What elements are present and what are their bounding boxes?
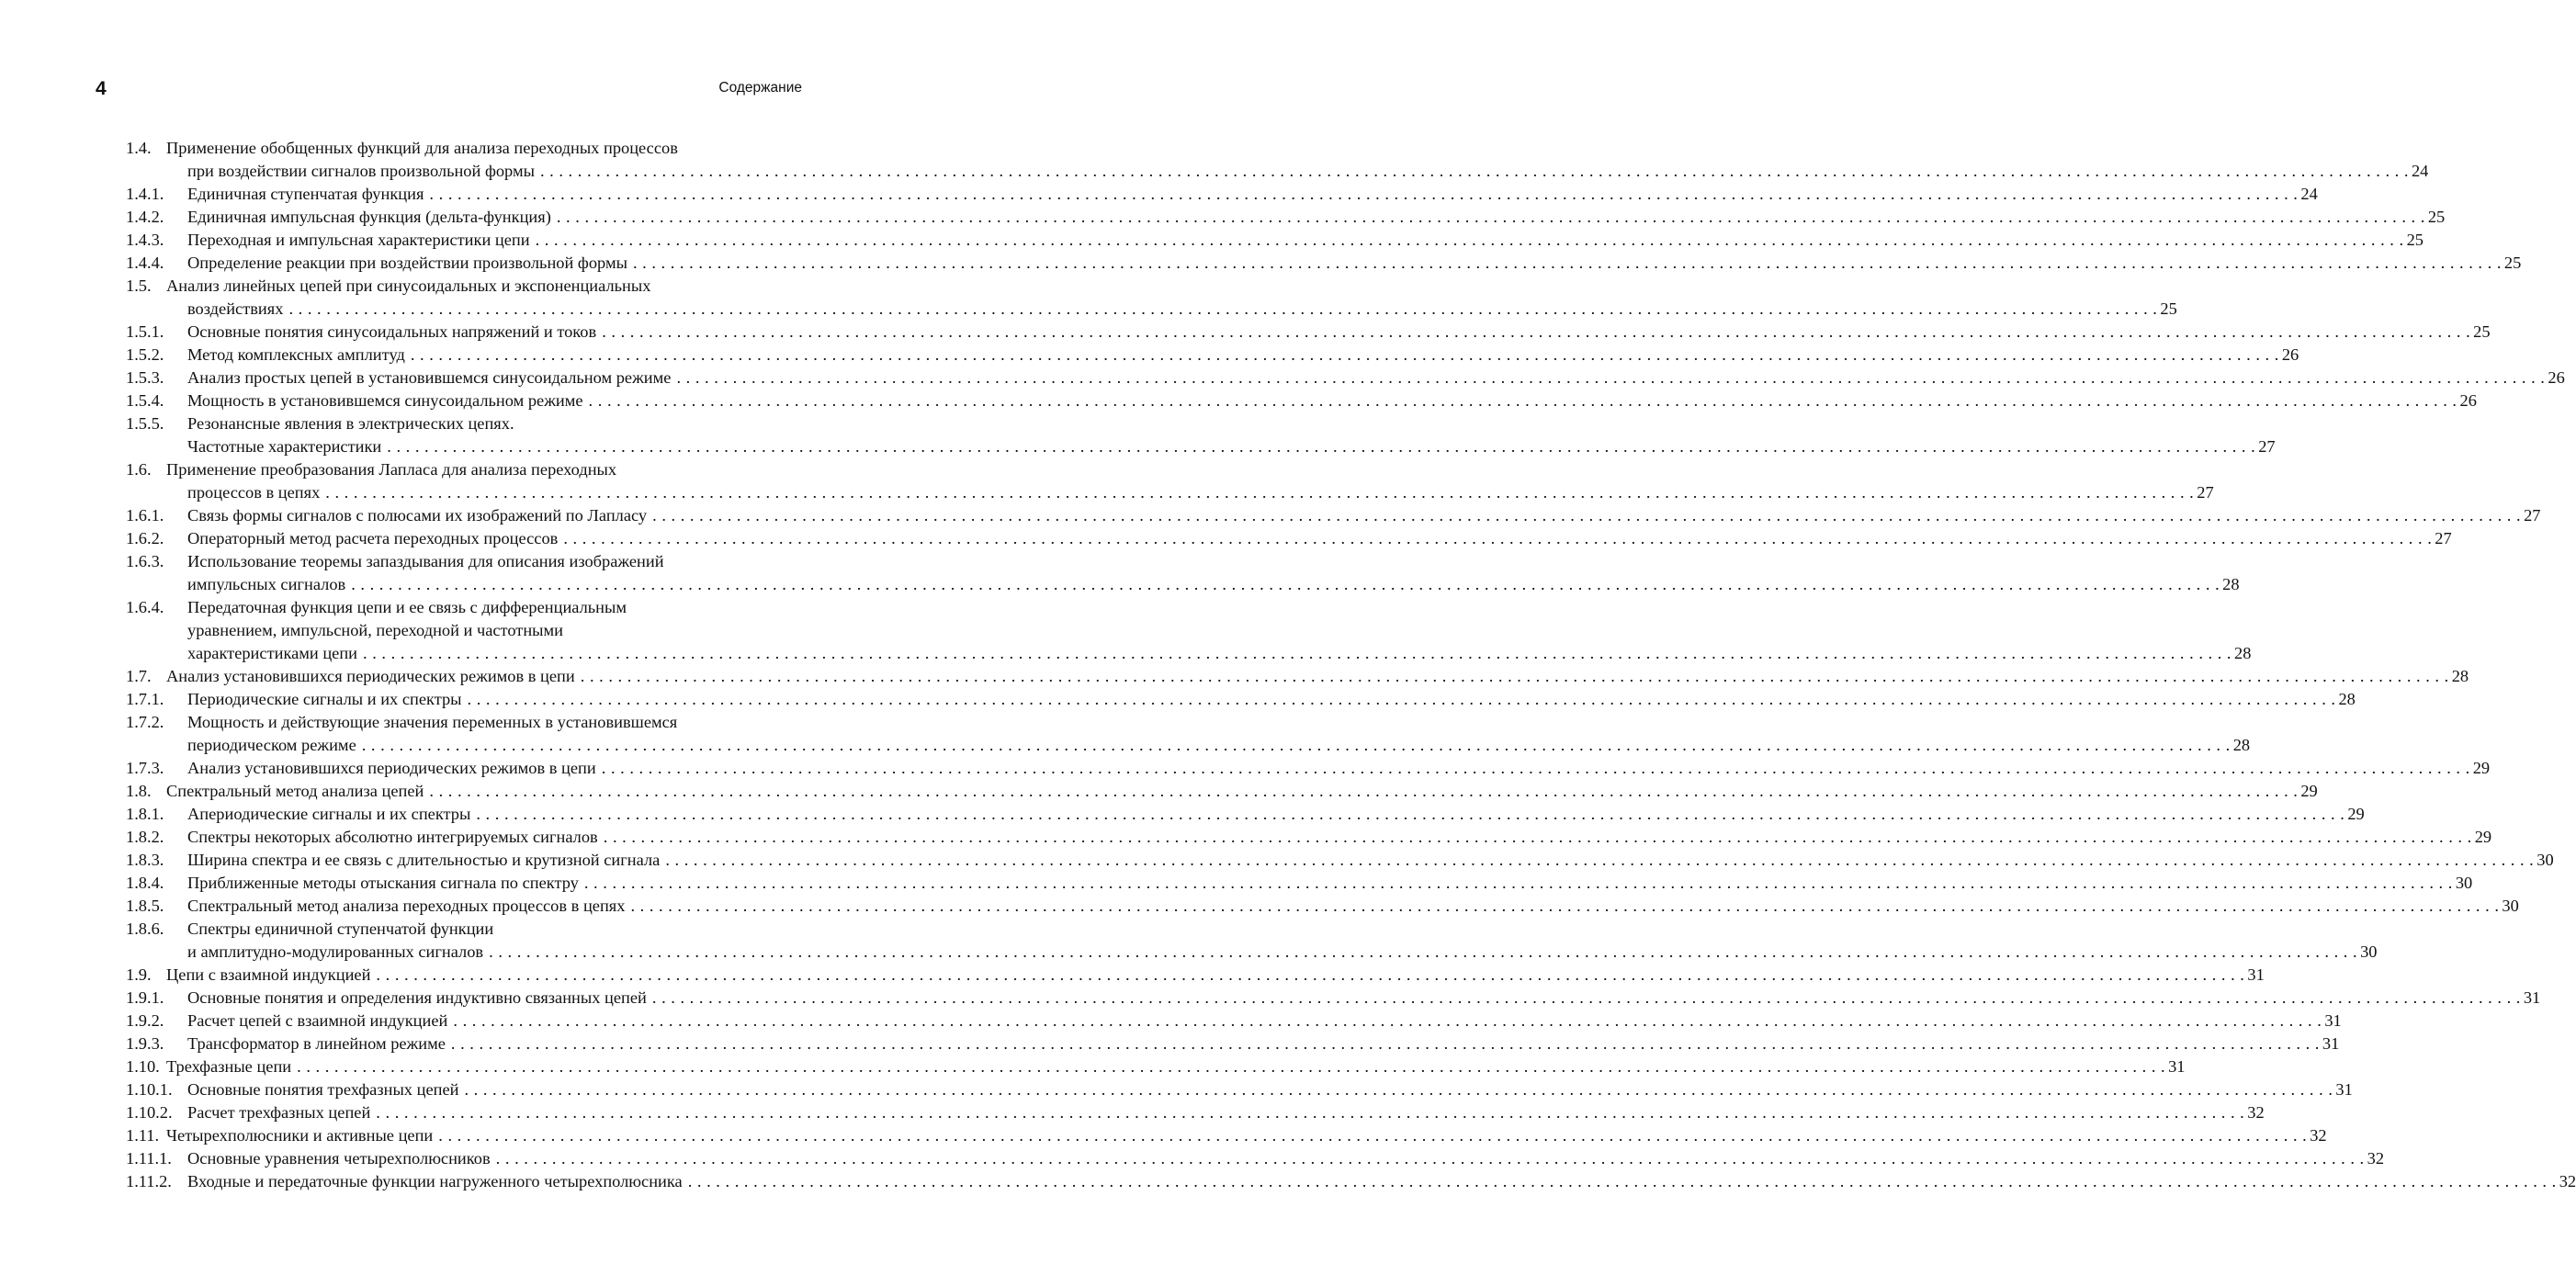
toc-entry[interactable] [126,780,2318,803]
toc-entry-number: 1.4.2. [126,208,164,226]
toc-leader-dots: . . . . . . . . . . . . . . . . . . . . . . . . . . . . . . . . . . . . . . . . . . . . . . . . . . . . . . . . . . . . . . . . . . . . . . . . . . . . . . . . . . . . . . . . . . . . . . . . . . . . . . . . . . . . . . . . . . . . . . . . . . . . . . . . . . . . . . . . . . . . . . . . . . . . . . . . . . . . . . . . . . . . . . . . . . . . . . . . . . . . . . . . . . . . . . . . . . . . . . . . [429,185,2299,203]
toc-entry-title: воздействиях [187,299,284,318]
toc-entry[interactable] [126,550,2240,596]
toc-leader-dots: . . . . . . . . . . . . . . . . . . . . . . . . . . . . . . . . . . . . . . . . . . . . . . . . . . . . . . . . . . . . . . . . . . . . . . . . . . . . . . . . . . . . . . . . . . . . . . . . . . . . . . . . . . . . . . . . . . . . . . . . . . . . . . . . . . . . . . . . . . . . . . . . . . . . . . . . . . . . . . . . . . . . . . . . . . . . . . . . . . . . . . . . . . . . . . . . . . . . . . . . [583,874,2453,892]
toc-entry-title: Анализ установившихся периодических режимов в цепи [166,667,575,685]
toc-entry-number: 1.7.1. [126,690,164,708]
toc-leader-dots: . . . . . . . . . . . . . . . . . . . . . . . . . . . . . . . . . . . . . . . . . . . . . . . . . . . . . . . . . . . . . . . . . . . . . . . . . . . . . . . . . . . . . . . . . . . . . . . . . . . . . . . . . . . . . . . . . . . . . . . . . . . . . . . . . . . . . . . . . . . . . . . . . . . . . . . . . . . . . . . . . . . . . . . . . . . . . . . . . . . . . . . . . . . . . . . . . . . . . . . . [429,782,2299,800]
toc-entry[interactable] [126,987,2541,1010]
toc-leader-dots: . . . . . . . . . . . . . . . . . . . . . . . . . . . . . . . . . . . . . . . . . . . . . . . . . . . . . . . . . . . . . . . . . . . . . . . . . . . . . . . . . . . . . . . . . . . . . . . . . . . . . . . . . . . . . . . . . . . . . . . . . . . . . . . . . . . . . . . . . . . . . . . . . . . . . . . . . . . . . . . . . . . . . . . . . . . . . . . . . . . . . . . . . . . . . . . . . . . . . . . . [630,897,2500,915]
toc-entry-title: Основные понятия трехфазных цепей [187,1080,459,1099]
toc-entry[interactable] [126,137,2429,183]
toc-leader-dots: . . . . . . . . . . . . . . . . . . . . . . . . . . . . . . . . . . . . . . . . . . . . . . . . . . . . . . . . . . . . . . . . . . . . . . . . . . . . . . . . . . . . . . . . . . . . . . . . . . . . . . . . . . . . . . . . . . . . . . . . . . . . . . . . . . . . . . . . . . . . . . . . . . . . . . . . . . . . . . . . . . . . . . . . . . . . . . . . . . . . . . . . . . . . . . . . . . . . . . . . [361,736,2231,754]
toc-page-number: 30 [2360,942,2378,961]
toc-entry-title: Анализ простых цепей в установившемся синусоидальном режиме [187,368,672,387]
toc-page-number: 26 [2459,391,2477,410]
toc-entry-title: Апериодические сигналы и их спектры [187,805,471,823]
toc-entry-title: Периодические сигналы и их спектры [187,690,462,708]
toc-entry-title: Расчет трехфазных цепей [187,1103,371,1122]
toc-entry-title: периодическом режиме [187,736,356,754]
toc-page-number: 25 [2503,254,2522,272]
toc-entry[interactable] [126,872,2473,895]
toc-entry-title: Спектры некоторых абсолютно интегрируемых сигналов [187,828,598,846]
toc-leader-dots: . . . . . . . . . . . . . . . . . . . . . . . . . . . . . . . . . . . . . . . . . . . . . . . . . . . . . . . . . . . . . . . . . . . . . . . . . . . . . . . . . . . . . . . . . . . . . . . . . . . . . . . . . . . . . . . . . . . . . . . . . . . . . . . . . . . . . . . . . . . . . . . . . . . . . . . . . . . . . . . . . . . . . . . . . . . . . . . . . . . . . . . . . . . . . . . . . . . . . . . . [687,1172,2557,1190]
toc-entry-number: 1.8.1. [126,805,164,823]
toc-entry-number: 1.8.2. [126,828,164,846]
toc-entry-title: Цепи с взаимной индукцией [166,965,371,984]
toc-entry-title: Переходная и импульсная характеристики цепи [187,231,530,249]
toc-page-number: 31 [2168,1057,2186,1076]
toc-entry-number: 1.6.4. [126,598,164,616]
toc-entry-number: 1.7.2. [126,713,164,731]
toc-entry-number: 1.10.1. [126,1080,173,1099]
toc-entry[interactable] [126,665,2469,688]
toc-entry-number: 1.7. [126,667,152,685]
toc-leader-dots: . . . . . . . . . . . . . . . . . . . . . . . . . . . . . . . . . . . . . . . . . . . . . . . . . . . . . . . . . . . . . . . . . . . . . . . . . . . . . . . . . . . . . . . . . . . . . . . . . . . . . . . . . . . . . . . . . . . . . . . . . . . . . . . . . . . . . . . . . . . . . . . . . . . . . . . . . . . . . . . . . . . . . . . . . . . . . . . . . . . . . . . . . . . . . . . . . . . . . . . . [563,529,2433,547]
toc-leader-dots: . . . . . . . . . . . . . . . . . . . . . . . . . . . . . . . . . . . . . . . . . . . . . . . . . . . . . . . . . . . . . . . . . . . . . . . . . . . . . . . . . . . . . . . . . . . . . . . . . . . . . . . . . . . . . . . . . . . . . . . . . . . . . . . . . . . . . . . . . . . . . . . . . . . . . . . . . . . . . . . . . . . . . . . . . . . . . . . . . . . . . . . . . . . . . . . . . . . . . . . . [363,644,2231,662]
toc-entry-title: Основные понятия и определения индуктивно связанных цепей [187,988,647,1007]
toc-entry[interactable] [126,1078,2353,1101]
toc-entry-number: 1.5.5. [126,414,164,433]
toc-leader-dots: . . . . . . . . . . . . . . . . . . . . . . . . . . . . . . . . . . . . . . . . . . . . . . . . . . . . . . . . . . . . . . . . . . . . . . . . . . . . . . . . . . . . . . . . . . . . . . . . . . . . . . . . . . . . . . . . . . . . . . . . . . . . . . . . . . . . . . . . . . . . . . . . . . . . . . . . . . . . . . . . . . . . . . . . . . . . . . . . . . . . . . . . . . . . . . . . . . . . . . . . [652,506,2522,525]
running-head: Содержание [718,80,802,96]
toc-entry-number: 1.10.2. [126,1103,173,1122]
toc-leader-dots: . . . . . . . . . . . . . . . . . . . . . . . . . . . . . . . . . . . . . . . . . . . . . . . . . . . . . . . . . . . . . . . . . . . . . . . . . . . . . . . . . . . . . . . . . . . . . . . . . . . . . . . . . . . . . . . . . . . . . . . . . . . . . . . . . . . . . . . . . . . . . . . . . . . . . . . . . . . . . . . . . . . . . . . . . . . . . . . . . . . . . . . . . . . . . . . . . . . . . . . . [495,1149,2365,1168]
toc-entry[interactable] [126,1010,2342,1032]
toc-leader-dots: . . . . . . . . . . . . . . . . . . . . . . . . . . . . . . . . . . . . . . . . . . . . . . . . . . . . . . . . . . . . . . . . . . . . . . . . . . . . . . . . . . . . . . . . . . . . . . . . . . . . . . . . . . . . . . . . . . . . . . . . . . . . . . . . . . . . . . . . . . . . . . . . . . . . . . . . . . . . . . . . . . . . . . . . . . . . . . . . . . . . . . . . . . . . . . . . . . . . . . . . [602,322,2471,341]
toc-entry[interactable] [126,918,2378,964]
toc-leader-dots: . . . . . . . . . . . . . . . . . . . . . . . . . . . . . . . . . . . . . . . . . . . . . . . . . . . . . . . . . . . . . . . . . . . . . . . . . . . . . . . . . . . . . . . . . . . . . . . . . . . . . . . . . . . . . . . . . . . . . . . . . . . . . . . . . . . . . . . . . . . . . . . . . . . . . . . . . . . . . . . . . . . . . . . . . . . . . . . . . . . . . . . . . . . . . . . . . . . . . . . . [665,851,2535,869]
toc-entry[interactable] [126,367,2565,389]
toc-entry-title: Определение реакции при воздействии произвольной формы [187,254,627,272]
toc-page-number: 31 [2335,1080,2353,1099]
toc-page-number: 25 [2473,322,2491,341]
toc-entry[interactable] [126,389,2477,412]
toc-page-number: 27 [2258,437,2276,456]
toc-page-number: 31 [2324,1011,2342,1030]
toc-entry[interactable] [126,504,2541,527]
toc-page-number: 26 [2281,345,2299,364]
toc-entry-title: Спектральный метод анализа цепей [166,782,424,800]
toc-leader-dots: . . . . . . . . . . . . . . . . . . . . . . . . . . . . . . . . . . . . . . . . . . . . . . . . . . . . . . . . . . . . . . . . . . . . . . . . . . . . . . . . . . . . . . . . . . . . . . . . . . . . . . . . . . . . . . . . . . . . . . . . . . . . . . . . . . . . . . . . . . . . . . . . . . . . . . . . . . . . . . . . . . . . . . . . . . . . . . . . . . . . . . . . . . . . . . . . . . . . . . . . [387,437,2256,456]
toc-leader-dots: . . . . . . . . . . . . . . . . . . . . . . . . . . . . . . . . . . . . . . . . . . . . . . . . . . . . . . . . . . . . . . . . . . . . . . . . . . . . . . . . . . . . . . . . . . . . . . . . . . . . . . . . . . . . . . . . . . . . . . . . . . . . . . . . . . . . . . . . . . . . . . . . . . . . . . . . . . . . . . . . . . . . . . . . . . . . . . . . . . . . . . . . . . . . . . . . . . . . . . . . [632,254,2502,272]
toc-page-number: 30 [2502,897,2519,915]
toc-entry-title: Мощность и действующие значения переменных в установившемся [187,713,678,731]
toc-entry[interactable] [126,321,2491,344]
toc-entry[interactable] [126,458,2214,504]
toc-entry[interactable] [126,1124,2327,1147]
toc-page-number: 25 [2406,231,2423,249]
toc-entry-number: 1.5.1. [126,322,164,341]
toc-page-number: 29 [2474,828,2492,846]
toc-leader-dots: . . . . . . . . . . . . . . . . . . . . . . . . . . . . . . . . . . . . . . . . . . . . . . . . . . . . . . . . . . . . . . . . . . . . . . . . . . . . . . . . . . . . . . . . . . . . . . . . . . . . . . . . . . . . . . . . . . . . . . . . . . . . . . . . . . . . . . . . . . . . . . . . . . . . . . . . . . . . . . . . . . . . . . . . . . . . . . . . . . . . . . . . . . . . . . . . . . . . . . . . [580,667,2449,685]
toc-entry-number: 1.8.5. [126,897,164,915]
toc-page-number: 28 [2451,667,2469,685]
toc-entry-number: 1.6.1. [126,506,164,525]
toc-entry-title: уравнением, импульсной, переходной и частотными [187,621,564,639]
toc-entry[interactable] [126,596,2252,665]
toc-entry-title: Частотные характеристики [187,437,382,456]
toc-entry[interactable] [126,964,2265,987]
toc-entry-number: 1.9.1. [126,988,164,1007]
toc-leader-dots: . . . . . . . . . . . . . . . . . . . . . . . . . . . . . . . . . . . . . . . . . . . . . . . . . . . . . . . . . . . . . . . . . . . . . . . . . . . . . . . . . . . . . . . . . . . . . . . . . . . . . . . . . . . . . . . . . . . . . . . . . . . . . . . . . . . . . . . . . . . . . . . . . . . . . . . . . . . . . . . . . . . . . . . . . . . . . . . . . . . . . . . . . . . . . . . . . . . . . . . . [453,1011,2322,1030]
toc-entry-title: Спектры единичной ступенчатой функции [187,920,494,938]
toc-entry-number: 1.8.6. [126,920,164,938]
toc-leader-dots: . . . . . . . . . . . . . . . . . . . . . . . . . . . . . . . . . . . . . . . . . . . . . . . . . . . . . . . . . . . . . . . . . . . . . . . . . . . . . . . . . . . . . . . . . . . . . . . . . . . . . . . . . . . . . . . . . . . . . . . . . . . . . . . . . . . . . . . . . . . . . . . . . . . . . . . . . . . . . . . . . . . . . . . . . . . . . . . . . . . . . . . . . . . . . . . . . . . . . . . . [438,1126,2308,1145]
toc-page-number: 32 [2367,1149,2385,1168]
toc-page-number: 27 [2435,529,2452,547]
toc-leader-dots: . . . . . . . . . . . . . . . . . . . . . . . . . . . . . . . . . . . . . . . . . . . . . . . . . . . . . . . . . . . . . . . . . . . . . . . . . . . . . . . . . . . . . . . . . . . . . . . . . . . . . . . . . . . . . . . . . . . . . . . . . . . . . . . . . . . . . . . . . . . . . . . . . . . . . . . . . . . . . . . . . . . . . . . . . . . . . . . . . . . . . . . . . . . . . . . . . . . . . . . . [603,828,2472,846]
toc-page-number: 28 [2232,736,2251,754]
toc-entry-title: Использование теоремы запаздывания для описания изображений [187,552,664,570]
toc-leader-dots: . . . . . . . . . . . . . . . . . . . . . . . . . . . . . . . . . . . . . . . . . . . . . . . . . . . . . . . . . . . . . . . . . . . . . . . . . . . . . . . . . . . . . . . . . . . . . . . . . . . . . . . . . . . . . . . . . . . . . . . . . . . . . . . . . . . . . . . . . . . . . . . . . . . . . . . . . . . . . . . . . . . . . . . . . . . . . . . . . . . . . . . . . . . . . . . . . . . . . . . . [288,299,2158,318]
toc-leader-dots: . . . . . . . . . . . . . . . . . . . . . . . . . . . . . . . . . . . . . . . . . . . . . . . . . . . . . . . . . . . . . . . . . . . . . . . . . . . . . . . . . . . . . . . . . . . . . . . . . . . . . . . . . . . . . . . . . . . . . . . . . . . . . . . . . . . . . . . . . . . . . . . . . . . . . . . . . . . . . . . . . . . . . . . . . . . . . . . . . . . . . . . . . . . . . . . . . . . . . . . . [297,1057,2166,1076]
toc-entry-number: 1.7.3. [126,759,164,777]
toc-page-number: 25 [2160,299,2177,318]
toc-entry-title: импульсных сигналов [187,575,346,593]
toc-page-number: 32 [2247,1103,2265,1122]
toc-entry[interactable] [126,252,2522,275]
toc-leader-dots: . . . . . . . . . . . . . . . . . . . . . . . . . . . . . . . . . . . . . . . . . . . . . . . . . . . . . . . . . . . . . . . . . . . . . . . . . . . . . . . . . . . . . . . . . . . . . . . . . . . . . . . . . . . . . . . . . . . . . . . . . . . . . . . . . . . . . . . . . . . . . . . . . . . . . . . . . . . . . . . . . . . . . . . . . . . . . . . . . . . . . . . . . . . . . . . . . . . . . . . . [651,988,2521,1007]
toc-entry[interactable] [126,229,2423,252]
toc-page-number: 29 [2472,759,2491,777]
toc-page-number: 31 [2247,965,2265,984]
toc-entry-title: при воздействии сигналов произвольной формы [187,162,535,180]
toc-entry-title: Анализ установившихся периодических режимов в цепи [187,759,596,777]
toc-entry-title: Резонансные явления в электрических цепях. [187,414,514,433]
toc-entry[interactable] [126,1055,2186,1078]
toc-page-number: 31 [2523,988,2541,1007]
toc-entry-number: 1.8.4. [126,874,164,892]
toc-page-number: 32 [2310,1126,2327,1145]
toc-entry-title: Ширина спектра и ее связь с длительностью и крутизной сигнала [187,851,661,869]
toc-entry[interactable] [126,1032,2340,1055]
toc-leader-dots: . . . . . . . . . . . . . . . . . . . . . . . . . . . . . . . . . . . . . . . . . . . . . . . . . . . . . . . . . . . . . . . . . . . . . . . . . . . . . . . . . . . . . . . . . . . . . . . . . . . . . . . . . . . . . . . . . . . . . . . . . . . . . . . . . . . . . . . . . . . . . . . . . . . . . . . . . . . . . . . . . . . . . . . . . . . . . . . . . . . . . . . . . . . . . . . . . . . . . . . . [376,1103,2245,1122]
toc-entry-number: 1.9.3. [126,1034,164,1053]
toc-entry-title: Основные понятия синусоидальных напряжений и токов [187,322,597,341]
toc-page-number: 27 [2524,506,2541,525]
toc-entry-title: Метод комплексных амплитуд [187,345,405,364]
toc-page-number: 29 [2300,782,2318,800]
toc-page-number: 27 [2197,483,2214,502]
toc-entry-title: и амплитудно-модулированных сигналов [187,942,484,961]
page-number: 4 [96,78,107,99]
toc-leader-dots: . . . . . . . . . . . . . . . . . . . . . . . . . . . . . . . . . . . . . . . . . . . . . . . . . . . . . . . . . . . . . . . . . . . . . . . . . . . . . . . . . . . . . . . . . . . . . . . . . . . . . . . . . . . . . . . . . . . . . . . . . . . . . . . . . . . . . . . . . . . . . . . . . . . . . . . . . . . . . . . . . . . . . . . . . . . . . . . . . . . . . . . . . . . . . . . . . . . . . . . . [325,483,2195,502]
toc-entry-number: 1.8. [126,782,152,800]
table-of-contents [126,137,2576,1193]
toc-page-number: 28 [2234,644,2252,662]
toc-entry-title: процессов в цепях [187,483,321,502]
toc-entry-number: 1.8.3. [126,851,164,869]
toc-entry-title: Трехфазные цепи [166,1057,292,1076]
toc-entry-number: 1.9. [126,965,152,984]
toc-leader-dots: . . . . . . . . . . . . . . . . . . . . . . . . . . . . . . . . . . . . . . . . . . . . . . . . . . . . . . . . . . . . . . . . . . . . . . . . . . . . . . . . . . . . . . . . . . . . . . . . . . . . . . . . . . . . . . . . . . . . . . . . . . . . . . . . . . . . . . . . . . . . . . . . . . . . . . . . . . . . . . . . . . . . . . . . . . . . . . . . . . . . . . . . . . . . . . . . . . . . . . . . [539,162,2409,180]
toc-entry[interactable] [126,1170,2576,1193]
toc-entry-title: Применение преобразования Лапласа для анализа переходных [166,460,617,479]
toc-entry-title: Четырехполюсники и активные цепи [166,1126,434,1145]
toc-entry-title: Трансформатор в линейном режиме [187,1034,446,1053]
toc-entry-title: Расчет цепей с взаимной индукцией [187,1011,448,1030]
toc-entry[interactable] [126,183,2318,206]
toc-entry[interactable] [126,895,2519,918]
toc-page-number: 25 [2427,208,2446,226]
toc-page-number: 29 [2347,805,2365,823]
toc-entry[interactable] [126,826,2492,849]
toc-leader-dots: . . . . . . . . . . . . . . . . . . . . . . . . . . . . . . . . . . . . . . . . . . . . . . . . . . . . . . . . . . . . . . . . . . . . . . . . . . . . . . . . . . . . . . . . . . . . . . . . . . . . . . . . . . . . . . . . . . . . . . . . . . . . . . . . . . . . . . . . . . . . . . . . . . . . . . . . . . . . . . . . . . . . . . . . . . . . . . . . . . . . . . . . . . . . . . . . . . . . . . . . [410,345,2279,364]
toc-page-number: 32 [2559,1172,2576,1190]
toc-entry-number: 1.5.4. [126,391,164,410]
toc-entry[interactable] [126,1101,2265,1124]
toc-entry-title: Спектральный метод анализа переходных процессов в цепях [187,897,626,915]
toc-leader-dots: . . . . . . . . . . . . . . . . . . . . . . . . . . . . . . . . . . . . . . . . . . . . . . . . . . . . . . . . . . . . . . . . . . . . . . . . . . . . . . . . . . . . . . . . . . . . . . . . . . . . . . . . . . . . . . . . . . . . . . . . . . . . . . . . . . . . . . . . . . . . . . . . . . . . . . . . . . . . . . . . . . . . . . . . . . . . . . . . . . . . . . . . . . . . . . . . . . . . . . . . [351,575,2220,593]
toc-entry-number: 1.11.2. [126,1172,172,1190]
toc-entry-number: 1.6. [126,460,152,479]
toc-leader-dots: . . . . . . . . . . . . . . . . . . . . . . . . . . . . . . . . . . . . . . . . . . . . . . . . . . . . . . . . . . . . . . . . . . . . . . . . . . . . . . . . . . . . . . . . . . . . . . . . . . . . . . . . . . . . . . . . . . . . . . . . . . . . . . . . . . . . . . . . . . . . . . . . . . . . . . . . . . . . . . . . . . . . . . . . . . . . . . . . . . . . . . . . . . . . . . . . . . . . . . . . [376,965,2245,984]
toc-leader-dots: . . . . . . . . . . . . . . . . . . . . . . . . . . . . . . . . . . . . . . . . . . . . . . . . . . . . . . . . . . . . . . . . . . . . . . . . . . . . . . . . . . . . . . . . . . . . . . . . . . . . . . . . . . . . . . . . . . . . . . . . . . . . . . . . . . . . . . . . . . . . . . . . . . . . . . . . . . . . . . . . . . . . . . . . . . . . . . . . . . . . . . . . . . . . . . . . . . . . . . . . [489,942,2358,961]
toc-entry-title: Единичная ступенчатая функция [187,185,424,203]
toc-entry-title: Анализ линейных цепей при синусоидальных и экспоненциальных [166,276,651,295]
toc-page-number: 24 [2300,185,2318,203]
toc-entry-title: Операторный метод расчета переходных процессов [187,529,559,547]
toc-entry-number: 1.6.3. [126,552,164,570]
toc-leader-dots: . . . . . . . . . . . . . . . . . . . . . . . . . . . . . . . . . . . . . . . . . . . . . . . . . . . . . . . . . . . . . . . . . . . . . . . . . . . . . . . . . . . . . . . . . . . . . . . . . . . . . . . . . . . . . . . . . . . . . . . . . . . . . . . . . . . . . . . . . . . . . . . . . . . . . . . . . . . . . . . . . . . . . . . . . . . . . . . . . . . . . . . . . . . . . . . . . . . . . . . . [676,368,2546,387]
toc-page-number: 30 [2455,874,2473,892]
toc-entry-number: 1.5. [126,276,152,295]
toc-entry[interactable] [126,412,2276,458]
toc-leader-dots: . . . . . . . . . . . . . . . . . . . . . . . . . . . . . . . . . . . . . . . . . . . . . . . . . . . . . . . . . . . . . . . . . . . . . . . . . . . . . . . . . . . . . . . . . . . . . . . . . . . . . . . . . . . . . . . . . . . . . . . . . . . . . . . . . . . . . . . . . . . . . . . . . . . . . . . . . . . . . . . . . . . . . . . . . . . . . . . . . . . . . . . . . . . . . . . . . . . . . . . . [467,690,2336,708]
toc-entry-number: 1.9.2. [126,1011,164,1030]
toc-entry-number: 1.10. [126,1057,160,1076]
toc-entry-number: 1.6.2. [126,529,164,547]
toc-leader-dots: . . . . . . . . . . . . . . . . . . . . . . . . . . . . . . . . . . . . . . . . . . . . . . . . . . . . . . . . . . . . . . . . . . . . . . . . . . . . . . . . . . . . . . . . . . . . . . . . . . . . . . . . . . . . . . . . . . . . . . . . . . . . . . . . . . . . . . . . . . . . . . . . . . . . . . . . . . . . . . . . . . . . . . . . . . . . . . . . . . . . . . . . . . . . . . . . . . . . . . . . [556,208,2425,226]
toc-entry[interactable] [126,803,2365,826]
toc-entry[interactable] [126,344,2299,367]
toc-entry[interactable] [126,527,2452,550]
toc-page-number: 30 [2536,851,2554,869]
toc-entry-number: 1.4. [126,139,152,157]
toc-entry-title: Применение обобщенных функций для анализа переходных процессов [166,139,678,157]
toc-entry[interactable] [126,206,2446,229]
toc-entry[interactable] [126,1147,2385,1170]
toc-leader-dots: . . . . . . . . . . . . . . . . . . . . . . . . . . . . . . . . . . . . . . . . . . . . . . . . . . . . . . . . . . . . . . . . . . . . . . . . . . . . . . . . . . . . . . . . . . . . . . . . . . . . . . . . . . . . . . . . . . . . . . . . . . . . . . . . . . . . . . . . . . . . . . . . . . . . . . . . . . . . . . . . . . . . . . . . . . . . . . . . . . . . . . . . . . . . . . . . . . . . . . . . [535,231,2404,249]
toc-leader-dots: . . . . . . . . . . . . . . . . . . . . . . . . . . . . . . . . . . . . . . . . . . . . . . . . . . . . . . . . . . . . . . . . . . . . . . . . . . . . . . . . . . . . . . . . . . . . . . . . . . . . . . . . . . . . . . . . . . . . . . . . . . . . . . . . . . . . . . . . . . . . . . . . . . . . . . . . . . . . . . . . . . . . . . . . . . . . . . . . . . . . . . . . . . . . . . . . . . . . . . . . [476,805,2345,823]
toc-entry-title: Мощность в установившемся синусоидальном режиме [187,391,583,410]
toc-entry[interactable] [126,849,2554,872]
toc-page-number: 26 [2548,368,2565,387]
toc-entry-title: Единичная импульсная функция (дельта-функция) [187,208,551,226]
toc-entry[interactable] [126,275,2177,321]
toc-page-number: 24 [2411,162,2429,180]
toc-entry-title: Основные уравнения четырехполюсников [187,1149,491,1168]
toc-entry-title: Связь формы сигналов с полюсами их изображений по Лапласу [187,506,648,525]
toc-entry-title: Приближенные методы отыскания сигнала по спектру [187,874,579,892]
toc-leader-dots: . . . . . . . . . . . . . . . . . . . . . . . . . . . . . . . . . . . . . . . . . . . . . . . . . . . . . . . . . . . . . . . . . . . . . . . . . . . . . . . . . . . . . . . . . . . . . . . . . . . . . . . . . . . . . . . . . . . . . . . . . . . . . . . . . . . . . . . . . . . . . . . . . . . . . . . . . . . . . . . . . . . . . . . . . . . . . . . . . . . . . . . . . . . . . . . . . . . . . . . . [464,1080,2333,1099]
toc-entry-number: 1.11. [126,1126,160,1145]
toc-entry[interactable] [126,688,2356,711]
toc-page-number: 28 [2222,575,2240,593]
toc-leader-dots: . . . . . . . . . . . . . . . . . . . . . . . . . . . . . . . . . . . . . . . . . . . . . . . . . . . . . . . . . . . . . . . . . . . . . . . . . . . . . . . . . . . . . . . . . . . . . . . . . . . . . . . . . . . . . . . . . . . . . . . . . . . . . . . . . . . . . . . . . . . . . . . . . . . . . . . . . . . . . . . . . . . . . . . . . . . . . . . . . . . . . . . . . . . . . . . . . . . . . . . . [588,391,2457,410]
toc-entry-number: 1.4.1. [126,185,164,203]
toc-entry-number: 1.4.4. [126,254,164,272]
toc-entry[interactable] [126,711,2251,757]
toc-entry[interactable] [126,757,2491,780]
toc-page-number: 28 [2338,690,2356,708]
toc-entry-title: Передаточная функция цепи и ее связь с дифференциальным [187,598,627,616]
toc-entry-number: 1.4.3. [126,231,164,249]
toc-leader-dots: . . . . . . . . . . . . . . . . . . . . . . . . . . . . . . . . . . . . . . . . . . . . . . . . . . . . . . . . . . . . . . . . . . . . . . . . . . . . . . . . . . . . . . . . . . . . . . . . . . . . . . . . . . . . . . . . . . . . . . . . . . . . . . . . . . . . . . . . . . . . . . . . . . . . . . . . . . . . . . . . . . . . . . . . . . . . . . . . . . . . . . . . . . . . . . . . . . . . . . . . [601,759,2470,777]
toc-entry-title: Входные и передаточные функции нагруженного четырехполюсника [187,1172,683,1190]
toc-entry-number: 1.5.3. [126,368,164,387]
toc-entry-title: характеристиками цепи [187,644,358,662]
toc-leader-dots: . . . . . . . . . . . . . . . . . . . . . . . . . . . . . . . . . . . . . . . . . . . . . . . . . . . . . . . . . . . . . . . . . . . . . . . . . . . . . . . . . . . . . . . . . . . . . . . . . . . . . . . . . . . . . . . . . . . . . . . . . . . . . . . . . . . . . . . . . . . . . . . . . . . . . . . . . . . . . . . . . . . . . . . . . . . . . . . . . . . . . . . . . . . . . . . . . . . . . . . . [450,1034,2320,1053]
toc-entry-number: 1.5.2. [126,345,164,364]
toc-page-number: 31 [2322,1034,2340,1053]
toc-entry-number: 1.11.1. [126,1149,172,1168]
